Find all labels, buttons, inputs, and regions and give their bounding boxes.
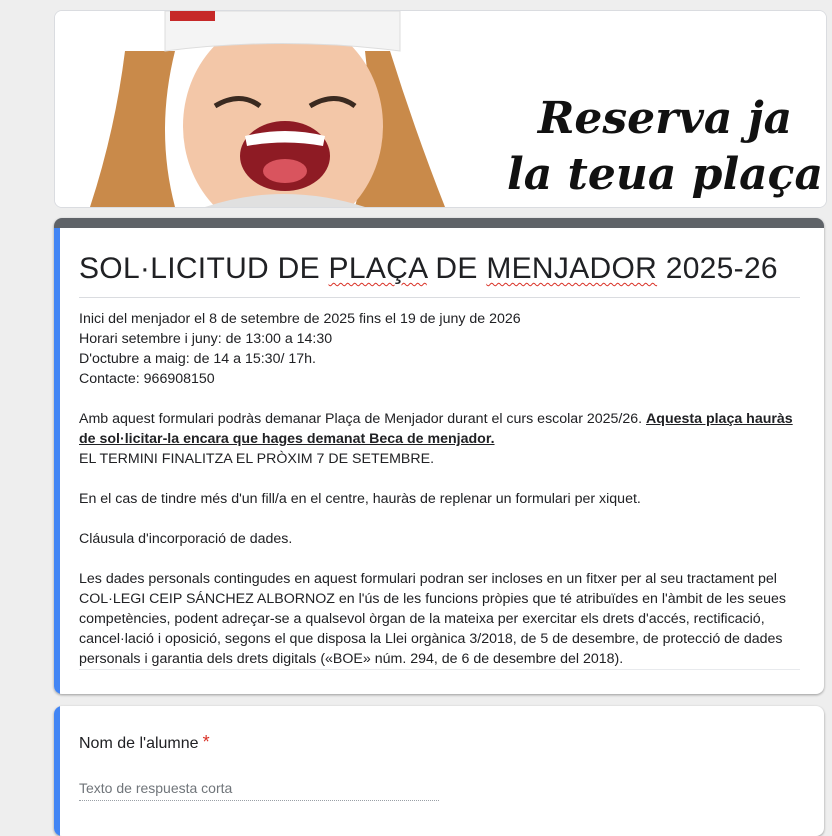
desc-line: D'octubre a maig: de 14 a 15:30/ 17h. xyxy=(79,351,316,367)
form-title-part: SOL·LICITUD DE xyxy=(79,252,329,285)
form-title-part: MENJADOR xyxy=(486,252,658,285)
focus-indicator xyxy=(54,228,60,694)
form-header-card xyxy=(54,218,824,694)
desc-text: Amb aquest formulari podràs demanar Plaça de Menjador durant el curs escolar 2025/26. xyxy=(79,411,647,427)
question-title xyxy=(79,732,210,753)
title-divider xyxy=(79,297,800,298)
desc-line: Horari setembre i juny: de 13:00 a 14:30 xyxy=(79,331,333,347)
description-divider xyxy=(79,669,800,670)
desc-paragraph: En el cas de tindre més d'un fill/a en el centre, hauràs de replenar un formulari per xiquet. xyxy=(79,491,641,507)
question-card[interactable] xyxy=(54,706,824,836)
form-title-part: PLAÇA xyxy=(328,252,427,285)
header-banner-image xyxy=(54,10,827,208)
form-title-part: DE xyxy=(426,252,487,285)
form-title-part: 2025-26 xyxy=(657,252,778,285)
banner-slogan xyxy=(505,91,825,203)
required-asterisk: * xyxy=(202,732,210,752)
desc-paragraph: Les dades personals contingudes en aquest formulari podran ser incloses en un fitxer per al seu tractament pel COL·LEGI CEIP SÁNCHEZ ALBORNOZ en l'ús de les funcions pròpies que té atribuïdes en l'àmbit de les seues competències, podent adreçar-se a qualsevol òrgan de la mateixa per exercitar els drets d'accés, rectificació, cancel·lació i oposició, segons el que disposa la Llei orgànica 3/2018, de 5 de desembre, de protecció de dades personals i garantia dels drets digitals («BOE» núm. 294, de 6 de desembre del 2018). xyxy=(79,571,786,667)
form-description xyxy=(79,309,801,669)
desc-deadline: EL TERMINI FINALITZA EL PRÒXIM 7 DE SETEMBRE. xyxy=(79,451,435,467)
banner-slogan-line2: la teua plaça xyxy=(507,149,823,200)
theme-color-bar xyxy=(54,218,824,228)
question-label: Nom de l'alumne xyxy=(79,735,199,752)
short-answer-input[interactable] xyxy=(79,778,439,801)
desc-paragraph: Cláusula d'incorporació de dades. xyxy=(79,531,293,547)
input-placeholder: Texto de respuesta corta xyxy=(79,780,233,796)
desc-paragraph xyxy=(79,409,801,469)
form-title xyxy=(79,252,778,286)
focus-indicator xyxy=(54,706,60,836)
desc-line: Contacte: 966908150 xyxy=(79,371,215,387)
desc-line: Inici del menjador el 8 de setembre de 2025 fins el 19 de juny de 2026 xyxy=(79,311,521,327)
desc-bold-text: Aquesta plaça hauràs de sol·licitar-la encara que hages demanat Beca de menjador. xyxy=(79,411,793,447)
banner-slogan-line1: Reserva ja xyxy=(537,93,793,144)
